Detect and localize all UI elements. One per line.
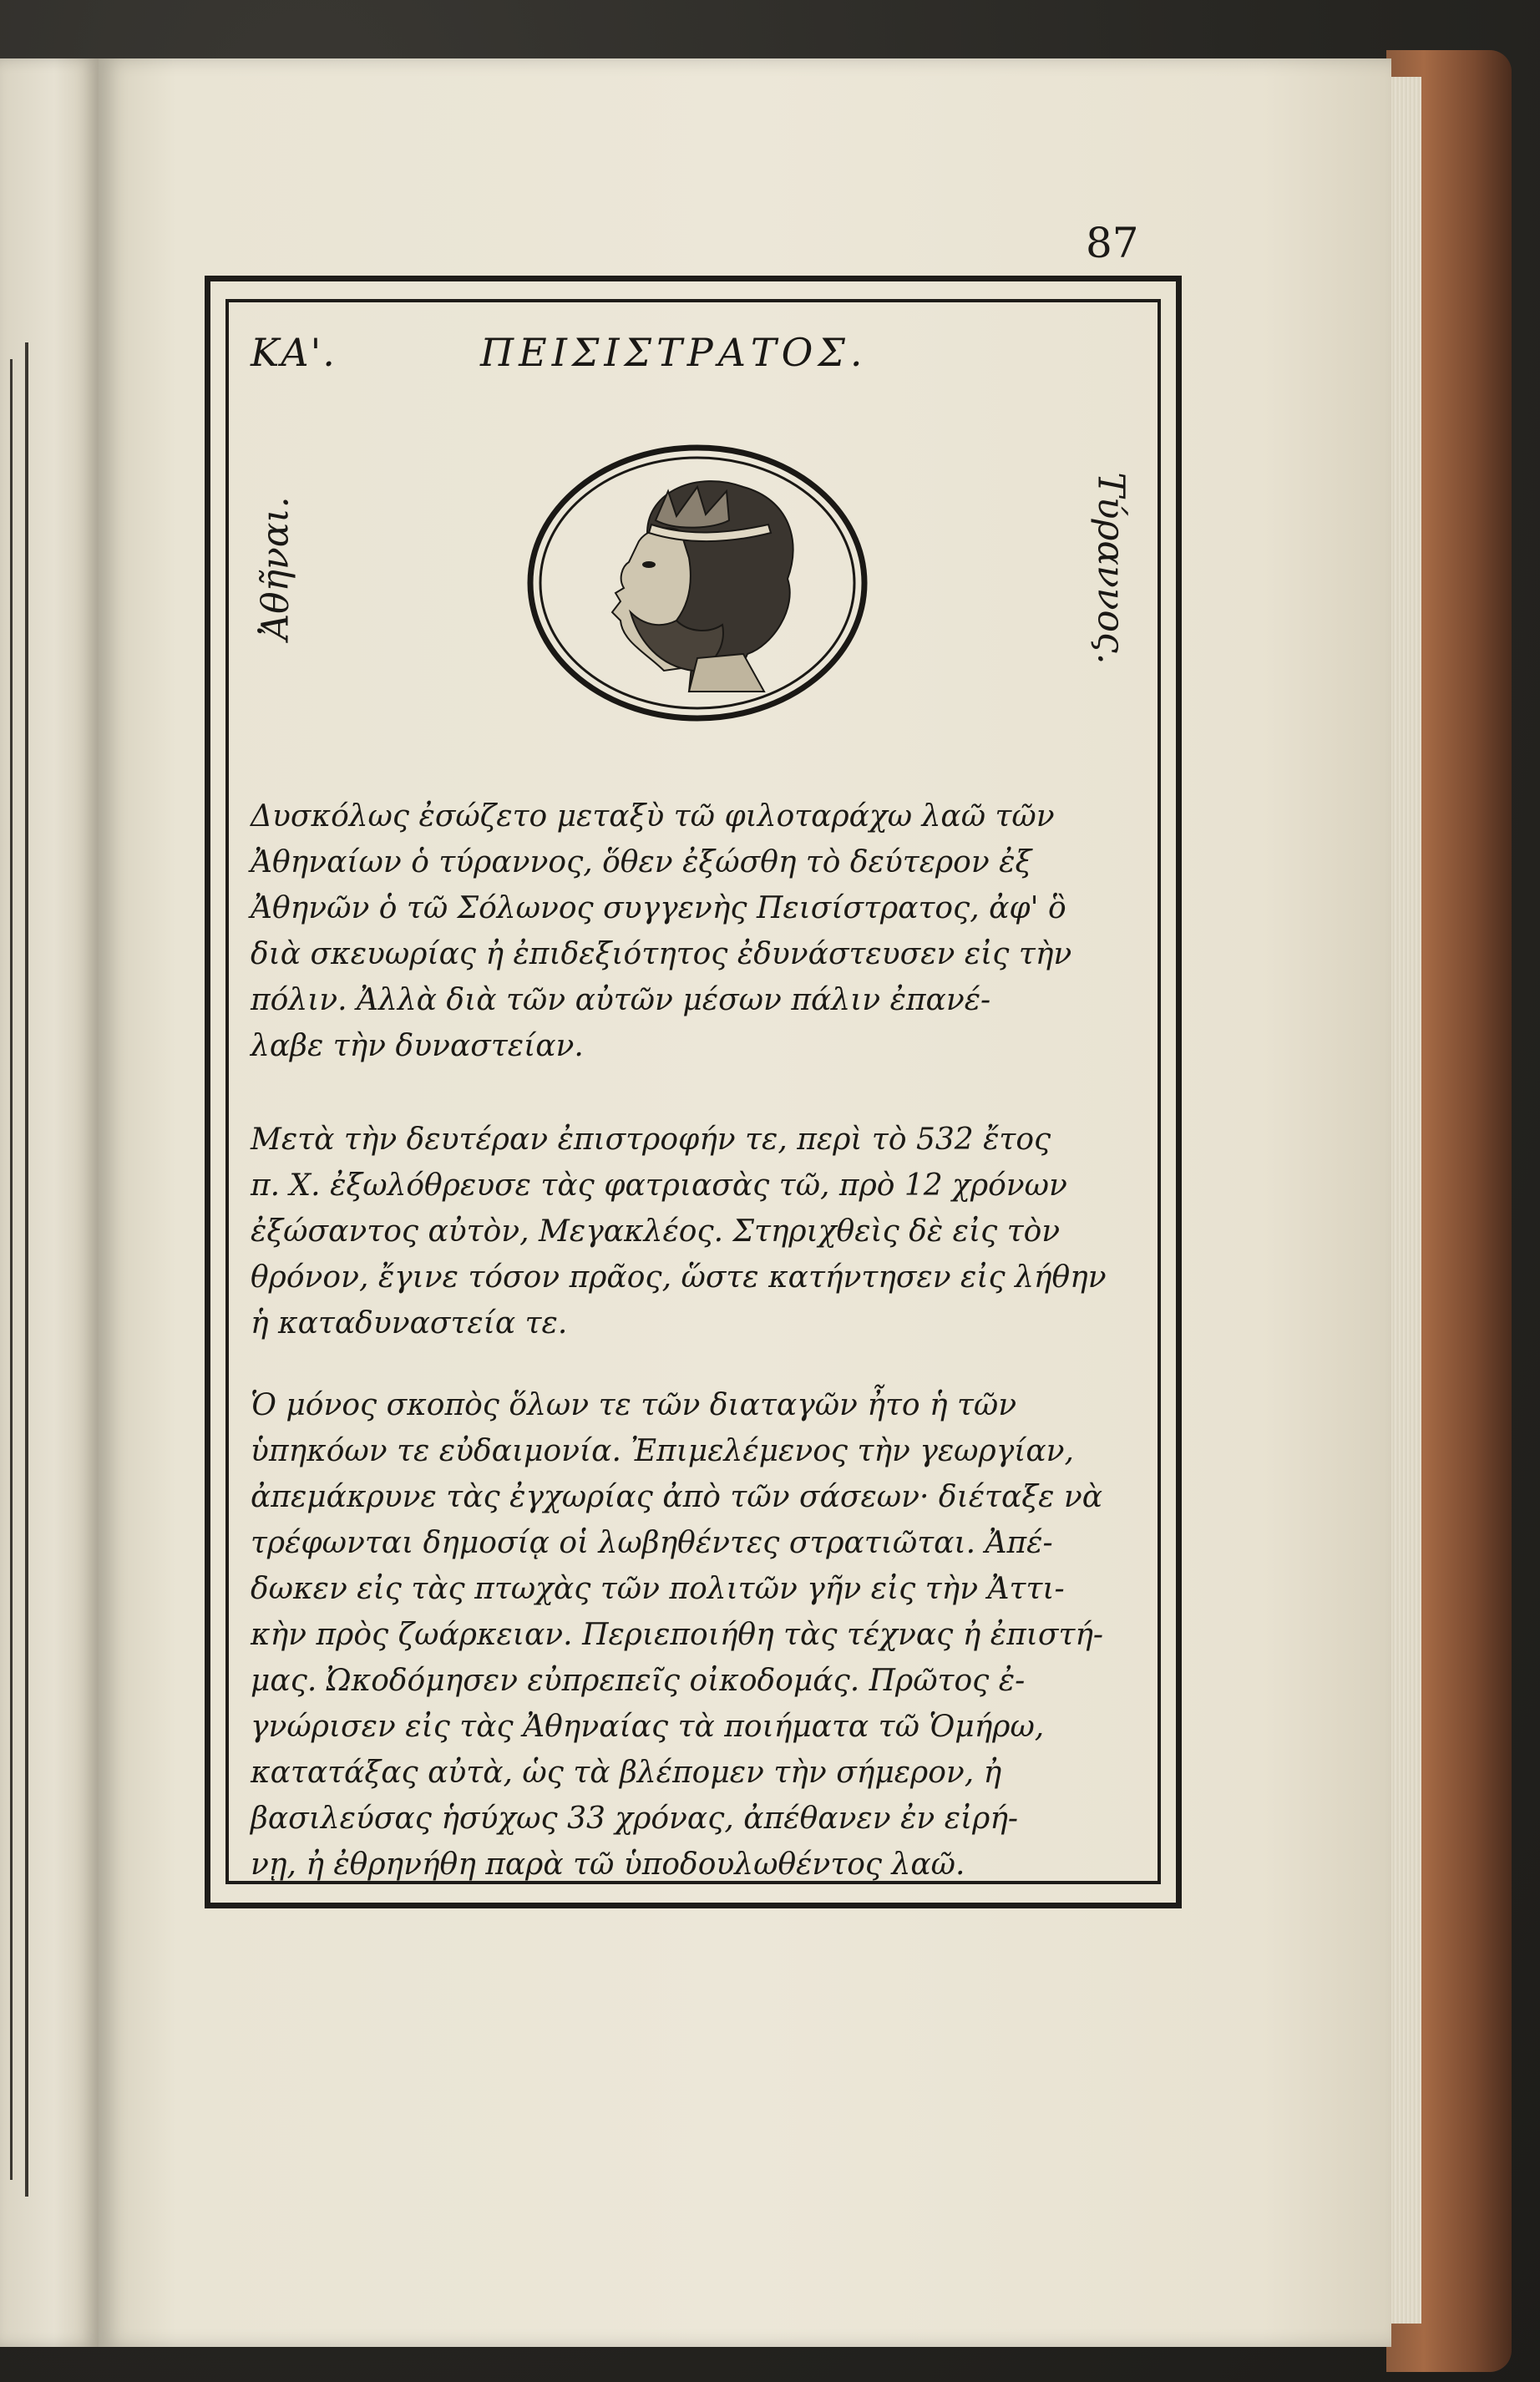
side-label-left (251, 468, 301, 668)
left-page-inner-frame (0, 359, 13, 2180)
paragraph-1-line: Ἀθηναίων ὁ τύραννος, ὅθεν ἐξώσθη τὸ δεύτερον ἐξ (251, 845, 1032, 879)
chapter-title: ΠΕΙΣΙΣΤΡΑΤΟΣ. (480, 330, 868, 375)
paragraph-3-line: κὴν πρὸς ζωάρκειαν. Περιεποιήθη τὰς τέχνας ἠ ἐπιστή- (251, 1618, 1104, 1652)
page-number: 87 (1086, 219, 1139, 267)
paragraph-3-line: γνώρισεν εἰς τὰς Ἀθηναίας τὰ ποιήματα τῶ Ὁμήρω, (251, 1710, 1045, 1744)
paragraph-2-line: ἡ καταδυναστεία τε. (251, 1306, 568, 1341)
paragraph-2-line: θρόνον, ἔγινε τόσον πρᾶος, ὥστε κατήντησεν εἰς λήθην (251, 1260, 1107, 1295)
paragraph-3-line: μας. Ὠκοδόμησεν εὐπρεπεῖς οἰκοδομάς. Πρῶτος ἐ- (251, 1664, 1026, 1698)
paragraph-2-line: ἐξώσαντος αὐτὸν, Μεγακλέος. Στηριχθεὶς δὲ εἰς τὸν (251, 1214, 1061, 1249)
left-page (0, 58, 99, 2347)
paragraph-3-line: τρέφωνται δημοσίᾳ οἱ λωβηθέντες στρατιῶται. Ἀπέ- (251, 1526, 1053, 1560)
paragraph-3-line: δωκεν εἰς τὰς πτωχὰς τῶν πολιτῶν γῆν εἰς τὴν Ἀττι- (251, 1572, 1065, 1606)
side-label-right (1086, 455, 1136, 681)
paragraph-3-line: Ὁ μόνος σκοπὸς ὅλων τε τῶν διαταγῶν ἦτο ἡ τῶν (251, 1388, 1017, 1422)
paragraph-1-line: Δυσκόλως ἐσώζετο μεταξὺ τῶ φιλοταράχω λαῶ τῶν (251, 799, 1055, 834)
portrait-medallion (522, 441, 873, 725)
paragraph-1 (251, 793, 1169, 1069)
paragraph-3-line: ἀπεμάκρυνε τὰς ἐγχωρίας ἀπὸ τῶν σάσεων· διέταξε νὰ (251, 1480, 1103, 1514)
paragraph-1-line: λαβε τὴν δυναστείαν. (251, 1029, 584, 1063)
paragraph-3-line: κατατάξας αὐτὰ, ὡς τὰ βλέπομεν τὴν σήμερον, ἠ (251, 1756, 1002, 1790)
paragraph-1-line: πόλιν. Ἀλλὰ διὰ τῶν αὐτῶν μέσων πάλιν ἐπανέ- (251, 983, 991, 1017)
paragraph-3-line: βασιλεύσας ἡσύχως 33 χρόνας, ἀπέθανεν ἐν εἰρή- (251, 1802, 1019, 1836)
paragraph-3 (251, 1382, 1169, 1888)
paragraph-3-line: ὑπηκόων τε εὐδαιμονία. Ἐπιμελέμενος τὴν γεωργίαν, (251, 1434, 1074, 1468)
paragraph-2-line: π. Χ. ἐξωλόθρευσε τὰς φατριασὰς τῶ, πρὸ 12 χρόνων (251, 1168, 1067, 1203)
paragraph-1-line: Ἀθηνῶν ὁ τῶ Σόλωνος συγγενὴς Πεισίστρατος, ἀφ' ὃ (251, 891, 1066, 925)
side-label-left-text: Ἀθῆναι. (254, 495, 297, 641)
side-label-right-text: Τύραννος. (1089, 471, 1132, 665)
paragraph-1-line: διὰ σκευωρίας ἠ ἐπιδεξιότητος ἐδυνάστευσεν εἰς τὴν (251, 937, 1072, 971)
paragraph-2-line: Μετὰ τὴν δευτέραν ἐπιστροφήν τε, περὶ τὸ 532 ἔτος (251, 1123, 1051, 1157)
paragraph-2 (251, 1117, 1169, 1346)
paragraph-3-line: νῃ, ἠ ἐθρηνήθη παρὰ τῶ ὑποδουλωθέντος λαῶ. (251, 1847, 965, 1882)
chapter-number: ΚΑ'. (251, 330, 337, 375)
